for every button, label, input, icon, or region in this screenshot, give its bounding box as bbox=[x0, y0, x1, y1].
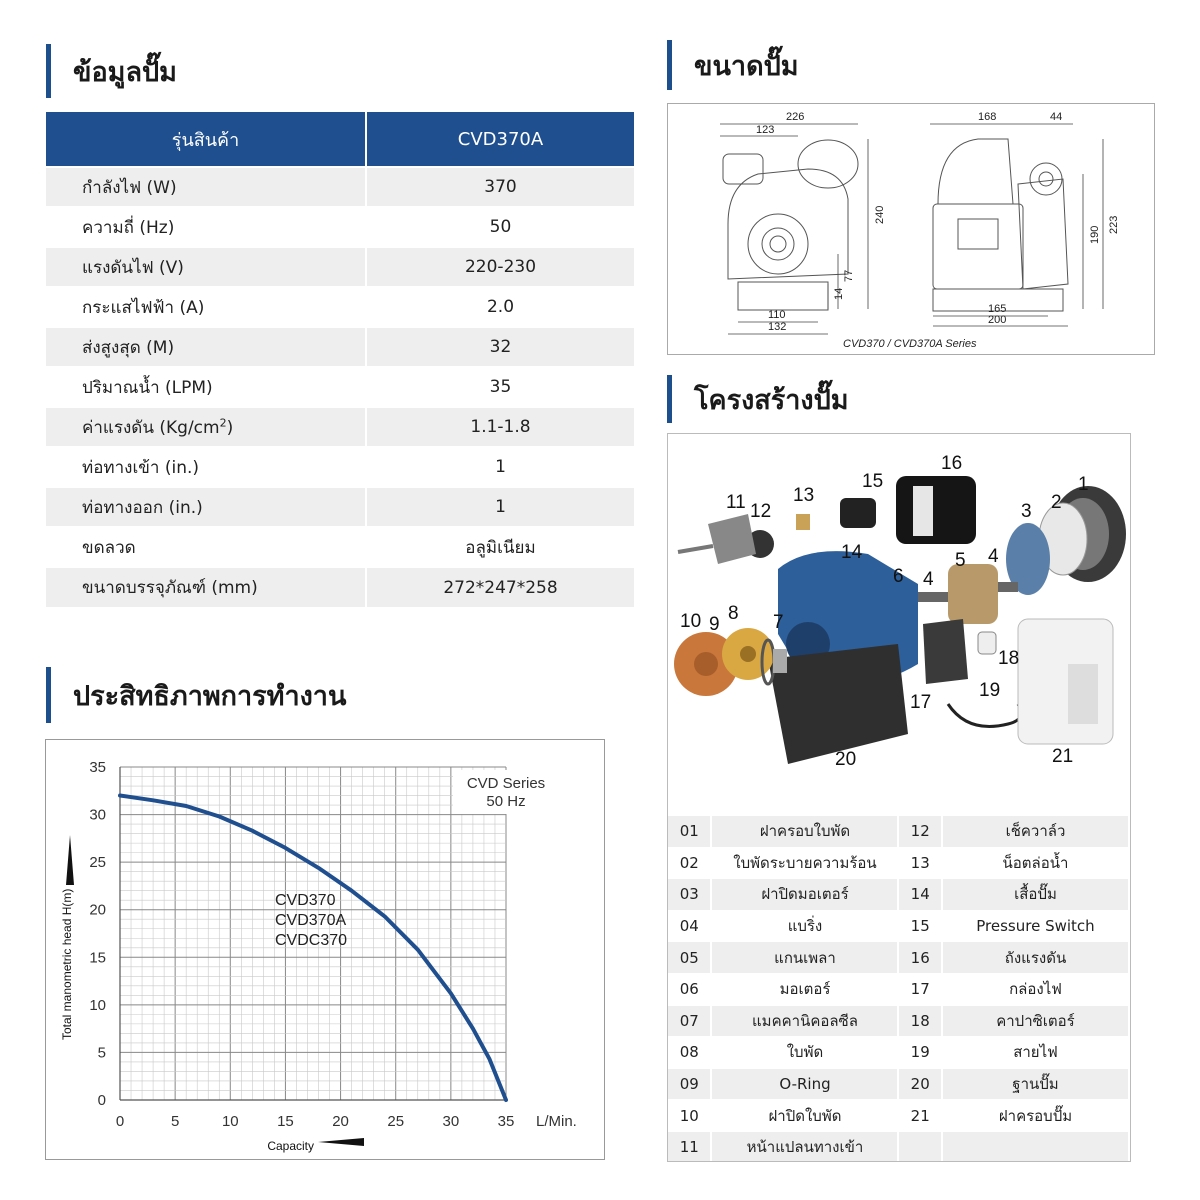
spec-label: ขดลวด bbox=[46, 527, 366, 567]
spec-label: ส่งสูงสุด (M) bbox=[46, 327, 366, 367]
x-tick-label: 20 bbox=[332, 1113, 349, 1130]
size-title-text: ขนาดปั๊ม bbox=[694, 50, 799, 82]
part-number: 04 bbox=[668, 910, 711, 942]
part-name: คาปาซิเตอร์ bbox=[942, 1005, 1129, 1037]
part-name: แกนเพลา bbox=[711, 942, 898, 974]
pressure-sup: 2 bbox=[219, 415, 227, 429]
header-model: CVD370A bbox=[366, 112, 634, 167]
part-number: 08 bbox=[668, 1037, 711, 1069]
callout-label: 8 bbox=[728, 603, 739, 624]
callout-label: 18 bbox=[998, 648, 1020, 669]
y-tick-label: 15 bbox=[89, 949, 106, 967]
dim-165: 165 bbox=[988, 303, 1007, 315]
x-tick-label: 5 bbox=[170, 1113, 180, 1130]
part-name: กล่องไฟ bbox=[942, 973, 1129, 1005]
callout-label: 4 bbox=[923, 569, 934, 590]
front-body bbox=[728, 169, 848, 279]
callout-label: 6 bbox=[893, 566, 904, 587]
spec-section-title bbox=[46, 44, 177, 98]
dim-168: 168 bbox=[978, 111, 997, 123]
dim-223: 223 bbox=[1108, 215, 1120, 234]
table-row bbox=[668, 1100, 1129, 1132]
callout-label: 10 bbox=[680, 611, 702, 632]
pressure-label-text: ค่าแรงดัน (Kg/cm bbox=[82, 417, 220, 438]
callout-label: 5 bbox=[955, 550, 966, 571]
spec-value: 220-230 bbox=[366, 247, 634, 287]
table-row bbox=[46, 407, 634, 447]
spec-value: 2.0 bbox=[366, 287, 634, 327]
performance-title-text: ประสิทธิภาพการทำงาน bbox=[73, 680, 347, 712]
table-row bbox=[46, 327, 634, 367]
table-row bbox=[668, 1037, 1129, 1069]
series-label: CVD370 bbox=[275, 892, 336, 909]
part-name: ถังแรงดัน bbox=[942, 942, 1129, 974]
x-tick-label: 30 bbox=[442, 1113, 460, 1130]
table-row bbox=[668, 1068, 1129, 1100]
side-head bbox=[1018, 179, 1068, 289]
spec-value: 272*247*258 bbox=[366, 567, 634, 607]
spec-value: 1 bbox=[366, 487, 634, 527]
part-priming-plug bbox=[796, 514, 810, 530]
spec-label: กำลังไฟ (W) bbox=[46, 167, 366, 207]
table-row bbox=[668, 942, 1129, 974]
part-number: 18 bbox=[898, 1005, 941, 1037]
part-number: 11 bbox=[668, 1131, 711, 1162]
table-row bbox=[46, 527, 634, 567]
dim-14: 14 bbox=[833, 287, 845, 300]
dim-77: 77 bbox=[843, 269, 855, 282]
chart-labels bbox=[275, 892, 347, 949]
x-tick-label: 15 bbox=[277, 1113, 294, 1130]
y-tick-label: 5 bbox=[97, 1044, 106, 1062]
spec-value: 1 bbox=[366, 447, 634, 487]
table-row bbox=[668, 910, 1129, 942]
spec-label: ปริมาณน้ำ (LPM) bbox=[46, 367, 366, 407]
spec-value: 1.1-1.8 bbox=[366, 407, 634, 447]
part-name: O-Ring bbox=[711, 1068, 898, 1100]
side-motor bbox=[933, 204, 1023, 289]
table-row bbox=[668, 847, 1129, 879]
spec-value: อลูมิเนียม bbox=[366, 527, 634, 567]
table-row bbox=[46, 367, 634, 407]
part-name: Pressure Switch bbox=[942, 910, 1129, 942]
header-label: รุ่นสินค้า bbox=[46, 112, 366, 167]
part-number: 02 bbox=[668, 847, 711, 879]
part-pump-cover bbox=[1018, 619, 1113, 744]
callout-label: 12 bbox=[750, 501, 772, 522]
callout-label: 17 bbox=[910, 692, 932, 713]
y-tick-label: 0 bbox=[97, 1092, 106, 1109]
part-inlet-flange bbox=[678, 514, 756, 564]
part-number: 20 bbox=[898, 1068, 941, 1100]
spec-table-header bbox=[46, 112, 634, 167]
table-row bbox=[46, 567, 634, 607]
dimension-drawing bbox=[667, 103, 1155, 355]
x-tick-label: 25 bbox=[387, 1113, 405, 1130]
part-control-box bbox=[923, 619, 968, 684]
dim-200: 200 bbox=[988, 314, 1007, 326]
chart-ylabel: Total manometric head H(m) bbox=[60, 888, 74, 1040]
callout-label: 15 bbox=[862, 471, 884, 492]
spec-label: ความถี่ (Hz) bbox=[46, 207, 366, 247]
part-name: เสื้อปั๊ม bbox=[942, 879, 1129, 911]
part-number: 03 bbox=[668, 879, 711, 911]
part-motor bbox=[948, 564, 998, 624]
part-name: ฐานปั๊ม bbox=[942, 1068, 1129, 1100]
spec-value: 50 bbox=[366, 207, 634, 247]
dim-132: 132 bbox=[768, 321, 787, 333]
part-number bbox=[898, 1131, 941, 1162]
callout-label: 4 bbox=[988, 546, 999, 567]
part-name: หน้าแปลนทางเข้า bbox=[711, 1131, 898, 1162]
size-section-title bbox=[667, 40, 799, 90]
chart-title: CVD Series bbox=[466, 775, 546, 792]
part-name: มอเตอร์ bbox=[711, 973, 898, 1005]
spec-label: แรงดันไฟ (V) bbox=[46, 247, 366, 287]
callout-label: 16 bbox=[941, 453, 963, 474]
callout-label: 14 bbox=[841, 542, 863, 563]
performance-chart bbox=[45, 739, 605, 1160]
y-tick-label: 25 bbox=[89, 854, 106, 872]
structure-panel bbox=[667, 433, 1131, 1162]
x-tick-label: 10 bbox=[221, 1113, 239, 1130]
table-row bbox=[668, 1005, 1129, 1037]
front-inlet bbox=[748, 214, 808, 274]
y-tick-label: 35 bbox=[89, 759, 106, 776]
dimension-svg bbox=[668, 104, 1156, 356]
part-capacitor bbox=[978, 632, 996, 654]
callout-label: 1 bbox=[1078, 474, 1089, 495]
spec-title-text: ข้อมูลปั๊ม bbox=[73, 56, 177, 88]
spec-label: ขนาดบรรจุภัณฑ์ (mm) bbox=[46, 567, 366, 607]
table-row bbox=[46, 487, 634, 527]
part-power-cable bbox=[948, 704, 1021, 727]
dim-110: 110 bbox=[768, 309, 786, 321]
part-name: แบริ่ง bbox=[711, 910, 898, 942]
x-tick-label: 35 bbox=[497, 1113, 515, 1130]
exploded-view bbox=[668, 434, 1130, 804]
part-name: สายไฟ bbox=[942, 1037, 1129, 1069]
part-name: ใบพัด bbox=[711, 1037, 898, 1069]
part-pressure-switch bbox=[840, 498, 876, 528]
table-row bbox=[46, 207, 634, 247]
callout-label: 19 bbox=[979, 680, 1001, 701]
part-number: 06 bbox=[668, 973, 711, 1005]
callout-label: 7 bbox=[773, 612, 784, 633]
spec-table bbox=[46, 112, 634, 607]
part-name: ฝาครอบปั๊ม bbox=[942, 1100, 1129, 1132]
spec-value: 370 bbox=[366, 167, 634, 207]
chart-xunit: L/Min. bbox=[536, 1113, 577, 1130]
part-number: 10 bbox=[668, 1100, 711, 1132]
front-base bbox=[738, 282, 828, 310]
chart-xlabel: Capacity bbox=[267, 1139, 314, 1153]
dim-123: 123 bbox=[756, 124, 775, 136]
part-name: น็อตล่อน้ำ bbox=[942, 847, 1129, 879]
part-number: 15 bbox=[898, 910, 941, 942]
spec-label: กระแสไฟฟ้า (A) bbox=[46, 287, 366, 327]
spec-value: 35 bbox=[366, 367, 634, 407]
part-tank bbox=[896, 476, 976, 544]
structure-title-text: โครงสร้างปั๊ม bbox=[694, 384, 849, 416]
dim-44: 44 bbox=[1050, 111, 1063, 123]
part-number: 12 bbox=[898, 816, 941, 848]
parts-table bbox=[668, 815, 1130, 1162]
series-label: CVD370A bbox=[275, 912, 347, 929]
part-number: 17 bbox=[898, 973, 941, 1005]
table-row bbox=[668, 1131, 1129, 1162]
y-tick-label: 20 bbox=[89, 901, 106, 919]
series-label: CVDC370 bbox=[275, 932, 348, 949]
spec-label bbox=[46, 407, 366, 447]
part-name: ฝาปิดใบพัด bbox=[711, 1100, 898, 1132]
callout-label: 3 bbox=[1021, 501, 1032, 522]
part-name bbox=[942, 1131, 1129, 1162]
x-tick-label: 0 bbox=[115, 1113, 125, 1130]
dimension-caption: CVD370 / CVD370A Series bbox=[843, 338, 977, 350]
chart-svg bbox=[46, 740, 606, 1161]
dim-240: 240 bbox=[874, 205, 886, 224]
callout-label: 20 bbox=[835, 749, 857, 770]
part-number: 19 bbox=[898, 1037, 941, 1069]
front-tank bbox=[798, 140, 858, 188]
part-number: 16 bbox=[898, 942, 941, 974]
part-name: แมคคานิคอลซีล bbox=[711, 1005, 898, 1037]
callout-label: 13 bbox=[793, 485, 815, 506]
callout-label: 21 bbox=[1052, 746, 1074, 767]
callout-label: 2 bbox=[1051, 492, 1062, 513]
pressure-label-close: ) bbox=[226, 417, 234, 438]
structure-section-title bbox=[667, 375, 849, 423]
part-number: 13 bbox=[898, 847, 941, 879]
part-number: 09 bbox=[668, 1068, 711, 1100]
part-number: 21 bbox=[898, 1100, 941, 1132]
part-mech-seal bbox=[773, 649, 787, 673]
spec-label: ท่อทางเข้า (in.) bbox=[46, 447, 366, 487]
callout-label: 9 bbox=[709, 614, 720, 635]
part-name: ฝาปิดมอเตอร์ bbox=[711, 879, 898, 911]
callout-label: 11 bbox=[726, 492, 746, 513]
part-base bbox=[768, 644, 908, 764]
part-number: 07 bbox=[668, 1005, 711, 1037]
part-name: เช็ควาล์ว bbox=[942, 816, 1129, 848]
dim-190: 190 bbox=[1089, 225, 1101, 244]
table-row bbox=[668, 879, 1129, 911]
spec-label: ท่อทางออก (in.) bbox=[46, 487, 366, 527]
table-row bbox=[668, 973, 1129, 1005]
part-impeller bbox=[722, 628, 774, 680]
part-number: 05 bbox=[668, 942, 711, 974]
x-arrow-icon bbox=[318, 1138, 364, 1146]
part-name: ใบพัดระบายความร้อน bbox=[711, 847, 898, 879]
part-number: 14 bbox=[898, 879, 941, 911]
y-tick-label: 30 bbox=[89, 806, 106, 824]
table-row bbox=[46, 167, 634, 207]
part-name: ฝาครอบใบพัด bbox=[711, 816, 898, 848]
table-row bbox=[46, 447, 634, 487]
part-number: 01 bbox=[668, 816, 711, 848]
performance-section-title bbox=[46, 667, 346, 723]
table-row bbox=[668, 816, 1129, 848]
chart-subtitle: 50 Hz bbox=[486, 793, 526, 810]
table-row bbox=[46, 287, 634, 327]
y-tick-label: 10 bbox=[89, 996, 106, 1014]
y-arrow-icon bbox=[66, 835, 74, 885]
front-switch bbox=[723, 154, 763, 184]
table-row bbox=[46, 247, 634, 287]
spec-value: 32 bbox=[366, 327, 634, 367]
dim-226: 226 bbox=[786, 111, 805, 123]
